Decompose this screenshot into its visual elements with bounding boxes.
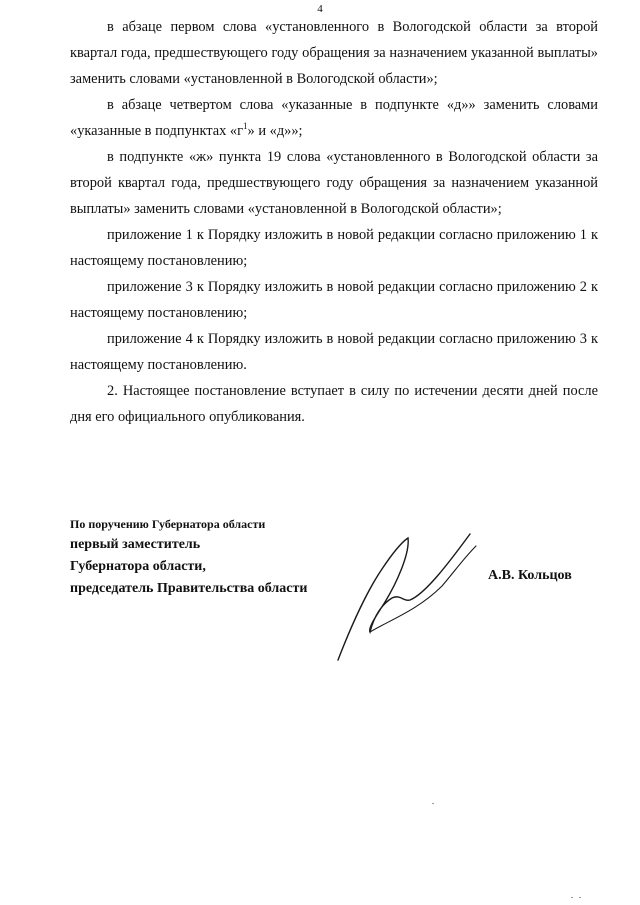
paragraph-2-text: в абзаце четвертом слова «указанные в подпункте «д»» заменить словами «указанные в подпунктах «г xyxy=(70,97,598,139)
paragraph-4: приложение 1 к Порядку изложить в новой редакции согласно приложению 1 к настоящему постановлению; xyxy=(70,227,598,269)
scan-speck xyxy=(432,803,434,804)
scan-speck xyxy=(571,897,573,898)
scan-speck xyxy=(579,897,581,898)
signer-name: А.В. Кольцов xyxy=(488,568,572,583)
signer-position-line-3: председатель Правительства области xyxy=(70,581,308,596)
paragraph-2-tail: » и «д»»; xyxy=(247,123,303,139)
page-number: 4 xyxy=(317,3,323,15)
signature-authority-line: По поручению Губернатора области xyxy=(70,517,266,531)
document-body xyxy=(70,14,598,430)
paragraph-1: в абзаце первом слова «установленного в Вологодской области за второй квартал года, предшествующего году обращения за назначением указанной выплаты» заменить словами «установленной в Вологодской области»; xyxy=(70,19,598,87)
signer-position-line-1: первый заместитель xyxy=(70,537,201,552)
signer-position-line-2: Губернатора области, xyxy=(70,559,206,574)
superscript: 1 xyxy=(243,121,248,131)
signature-block xyxy=(70,514,307,600)
paragraph-2 xyxy=(70,92,598,144)
paragraph-3: в подпункте «ж» пункта 19 слова «установленного в Вологодской области за второй квартал года, предшествующего году обращения за назначением указанной выплаты» заменить словами «установленной в Вологодской области»; xyxy=(70,149,598,217)
paragraph-5: приложение 3 к Порядку изложить в новой редакции согласно приложению 2 к настоящему постановлению; xyxy=(70,279,598,321)
paragraph-7: 2. Настоящее постановление вступает в силу по истечении десяти дней после дня его официального опубликования. xyxy=(70,383,598,425)
paragraph-6: приложение 4 к Порядку изложить в новой редакции согласно приложению 3 к настоящему постановлению. xyxy=(70,331,598,373)
handwritten-signature xyxy=(330,524,480,664)
